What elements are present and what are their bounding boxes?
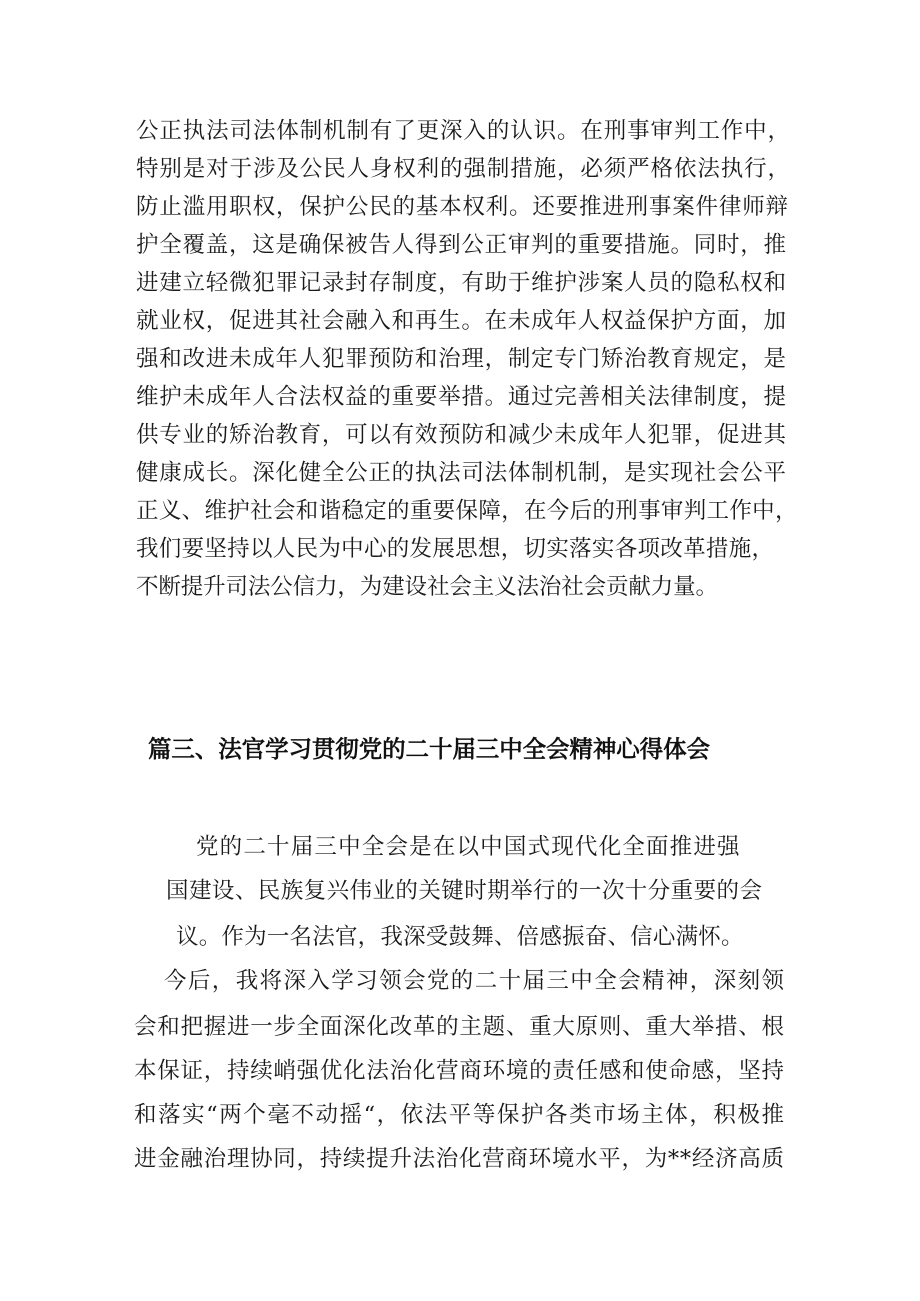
paragraph-1-line: 强和改进未成年人犯罪预防和治理，制定专门矫治教育规定，是 [136, 346, 787, 372]
paragraph-1-line: 不断提升司法公信力，为建设社会主义法治社会贡献力量。 [136, 574, 718, 600]
paragraph-1-line: 进建立轻微犯罪记录封存制度，有助于维护涉案人员的隐私权和 [136, 270, 787, 296]
paragraph-3-line: 会和把握进一步全面深化改革的主题、重大原则、重大举措、根 [134, 1014, 785, 1040]
paragraph-3-line: 今后，我将深入学习领会党的二十届三中全会精神，深刻领 [164, 968, 786, 994]
paragraph-1-line: 护全覆盖，这是确保被告人得到公正审判的重要措施。同时，推 [136, 232, 787, 258]
paragraph-3-line: 和落实“两个毫不动摇“，依法平等保护各类市场主体，积极推 [134, 1102, 786, 1128]
paragraph-1-line: 健康成长。深化健全公正的执法司法体制机制，是实现社会公平 [136, 460, 787, 486]
paragraph-1-line: 特别是对于涉及公民人身权利的强制措施，必须严格依法执行， [136, 156, 791, 182]
paragraph-1-line: 公正执法司法体制机制有了更深入的认识。在刑事审判工作中， [136, 118, 791, 144]
paragraph-1-line: 供专业的矫治教育，可以有效预防和减少未成年人犯罪，促进其 [136, 422, 787, 448]
paragraph-2-line: 党的二十届三中全会是在以中国式现代化全面推进强 [196, 834, 741, 860]
paragraph-3-line: 进金融治理协同，持续提升法治化营商环境水平，为**经济高质 [134, 1146, 785, 1172]
section-heading: 篇三、法官学习贯彻党的二十届三中全会精神心得体会 [148, 735, 710, 763]
paragraph-1-line: 我们要坚持以人民为中心的发展思想，切实落实各项改革措施， [136, 536, 775, 562]
paragraph-1-line: 就业权，促进其社会融入和再生。在未成年人权益保护方面，加 [136, 308, 787, 334]
paragraph-1-line: 正义、维护社会和谐稳定的重要保障，在今后的刑事审判工作中， [136, 498, 798, 524]
paragraph-1-line: 维护未成年人合法权益的重要举措。通过完善相关法律制度，提 [136, 384, 787, 410]
paragraph-2-line: 国建设、民族复兴伟业的关键时期举行的一次十分重要的会 [166, 878, 763, 904]
paragraph-3-line: 本保证，持续峭强优化法治化营商环境的责任感和使命感，坚持 [134, 1058, 785, 1084]
paragraph-1-line: 防止滥用职权，保护公民的基本权利。还要推进刑事案件律师辩 [136, 194, 789, 220]
paragraph-2-line: 议。作为一名法官，我深受鼓舞、倍感振奋、信心满怀。 [176, 924, 744, 950]
